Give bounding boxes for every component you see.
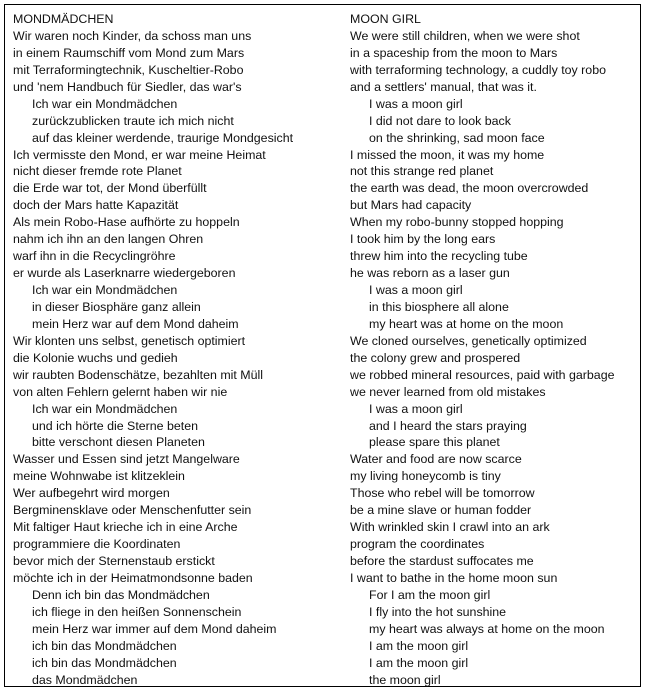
german-verse-line: und ich hörte die Sterne beten	[32, 418, 199, 433]
english-verse-line: and I heard the stars praying	[369, 418, 527, 433]
german-verse-line: Ich vermisste den Mond, er war meine Heimat	[13, 147, 266, 162]
english-verse-line: With wrinkled skin I crawl into an ark	[350, 520, 550, 535]
german-verse-line: nicht dieser fremde rote Planet	[13, 164, 182, 179]
english-verse-line: For I am the moon girl	[369, 587, 491, 602]
english-verse-line: in this biosphere all alone	[369, 299, 509, 314]
german-verse-line: Mit faltiger Haut krieche ich in eine Arche	[13, 520, 238, 535]
german-verse-line: in dieser Biosphäre ganz allein	[32, 299, 201, 314]
english-verse-line: the moon girl	[369, 672, 441, 687]
english-lines	[350, 28, 642, 689]
english-verse-line: program the coordinates	[350, 537, 485, 552]
poem-document	[4, 4, 641, 687]
english-verse-line: Those who rebel will be tomorrow	[350, 486, 535, 501]
english-verse-line: the colony grew and prospered	[350, 350, 521, 365]
german-verse-line: ich bin das Mondmädchen	[32, 655, 177, 670]
english-verse-line: not this strange red planet	[350, 164, 494, 179]
german-column	[13, 11, 343, 689]
english-verse-line: the earth was dead, the moon overcrowded	[350, 181, 589, 196]
english-verse-line: he was reborn as a laser gun	[350, 266, 510, 281]
german-verse-line: warf ihn in die Recyclingröhre	[13, 249, 176, 264]
german-verse-line: mit Terraformingtechnik, Kuscheltier-Robo	[13, 62, 244, 77]
english-verse-line: on the shrinking, sad moon face	[369, 130, 545, 145]
english-verse-line: with terraforming technology, a cuddly toy robo	[350, 62, 606, 77]
english-title: MOON GIRL	[350, 12, 421, 26]
german-verse-line: wir raubten Bodenschätze, bezahlten mit Müll	[13, 367, 264, 382]
english-verse-line: I missed the moon, it was my home	[350, 147, 545, 162]
english-verse-line: I was a moon girl	[369, 96, 463, 111]
english-verse-line: be a mine slave or human fodder	[350, 503, 532, 518]
german-verse-line: Wasser und Essen sind jetzt Mangelware	[13, 452, 240, 467]
german-verse-line: Denn ich bin das Mondmädchen	[32, 587, 210, 602]
german-verse-line: Ich war ein Mondmädchen	[32, 283, 178, 297]
german-verse-line: in einem Raumschiff vom Mond zum Mars	[13, 45, 245, 60]
german-verse-line: bitte verschont diesen Planeten	[32, 435, 205, 450]
german-verse-line: Ich war ein Mondmädchen	[32, 401, 178, 416]
english-verse-line: before the stardust suffocates me	[350, 554, 534, 568]
german-verse-line: mein Herz war auf dem Mond daheim	[32, 316, 239, 331]
german-verse-line: und 'nem Handbuch für Siedler, das war's	[13, 79, 242, 94]
german-verse-line: ich fliege in den heißen Sonnenschein	[32, 604, 242, 619]
english-verse-line: threw him into the recycling tube	[350, 249, 528, 264]
german-verse-line: Wer aufbegehrt wird morgen	[13, 486, 170, 501]
english-verse-line: We cloned ourselves, genetically optimized	[350, 333, 587, 348]
german-verse-line: Wir klonten uns selbst, genetisch optimiert	[13, 333, 246, 348]
german-verse-line: zurückzublicken traute ich mich nicht	[32, 113, 234, 128]
german-verse-line: bevor mich der Sternenstaub erstickt	[13, 554, 215, 568]
german-verse-line: auf das kleiner werdende, traurige Mondgesicht	[32, 130, 294, 145]
english-verse-line: Water and food are now scarce	[350, 452, 522, 467]
english-column	[350, 11, 642, 689]
english-verse-line: When my robo-bunny stopped hopping	[350, 215, 564, 230]
german-verse-line: nahm ich ihn an den langen Ohren	[13, 232, 204, 247]
english-verse-line: I want to bathe in the home moon sun	[350, 570, 558, 585]
english-verse-line: my heart was at home on the moon	[369, 316, 564, 331]
english-verse-line: I was a moon girl	[369, 401, 463, 416]
german-verse-line: Bergminensklave oder Menschenfutter sein	[13, 503, 252, 518]
german-verse-line: möchte ich in der Heimatmondsonne baden	[13, 570, 253, 585]
english-verse-line: I am the moon girl	[369, 655, 469, 670]
english-verse-line: and a settlers' manual, that was it.	[350, 79, 537, 94]
english-verse-line: I did not dare to look back	[369, 113, 511, 128]
english-verse-line: I was a moon girl	[369, 283, 463, 297]
english-verse-line: but Mars had capacity	[350, 198, 472, 213]
german-lines	[13, 28, 343, 689]
german-verse-line: meine Wohnwabe ist klitzeklein	[13, 469, 185, 484]
english-verse-line: please spare this planet	[369, 435, 500, 450]
german-verse-line: er wurde als Laserknarre wiedergeboren	[13, 266, 236, 281]
english-verse-line: we never learned from old mistakes	[350, 384, 546, 399]
english-verse-line: We were still children, when we were shot	[350, 28, 580, 43]
german-title: MONDMÄDCHEN	[13, 12, 114, 26]
english-verse-line: I fly into the hot sunshine	[369, 604, 507, 619]
german-verse-line: ich bin das Mondmädchen	[32, 638, 177, 653]
english-verse-line: my heart was always at home on the moon	[369, 621, 605, 636]
german-verse-line: von alten Fehlern gelernt haben wir nie	[13, 384, 228, 399]
english-verse-line: I am the moon girl	[369, 638, 469, 653]
german-verse-line: Als mein Robo-Hase aufhörte zu hoppeln	[13, 215, 240, 230]
german-verse-line: die Kolonie wuchs und gedieh	[13, 350, 178, 365]
german-verse-line: mein Herz war immer auf dem Mond daheim	[32, 621, 277, 636]
german-verse-line: das Mondmädchen	[32, 672, 138, 687]
german-verse-line: Ich war ein Mondmädchen	[32, 96, 178, 111]
english-verse-line: I took him by the long ears	[350, 232, 496, 247]
english-verse-line: in a spaceship from the moon to Mars	[350, 45, 558, 60]
german-verse-line: Wir waren noch Kinder, da schoss man uns	[13, 28, 252, 43]
german-verse-line: die Erde war tot, der Mond überfüllt	[13, 181, 207, 196]
german-verse-line: doch der Mars hatte Kapazität	[13, 198, 179, 213]
english-verse-line: we robbed mineral resources, paid with garbage	[350, 367, 615, 382]
english-verse-line: my living honeycomb is tiny	[350, 469, 501, 484]
german-verse-line: programmiere die Koordinaten	[13, 537, 181, 552]
